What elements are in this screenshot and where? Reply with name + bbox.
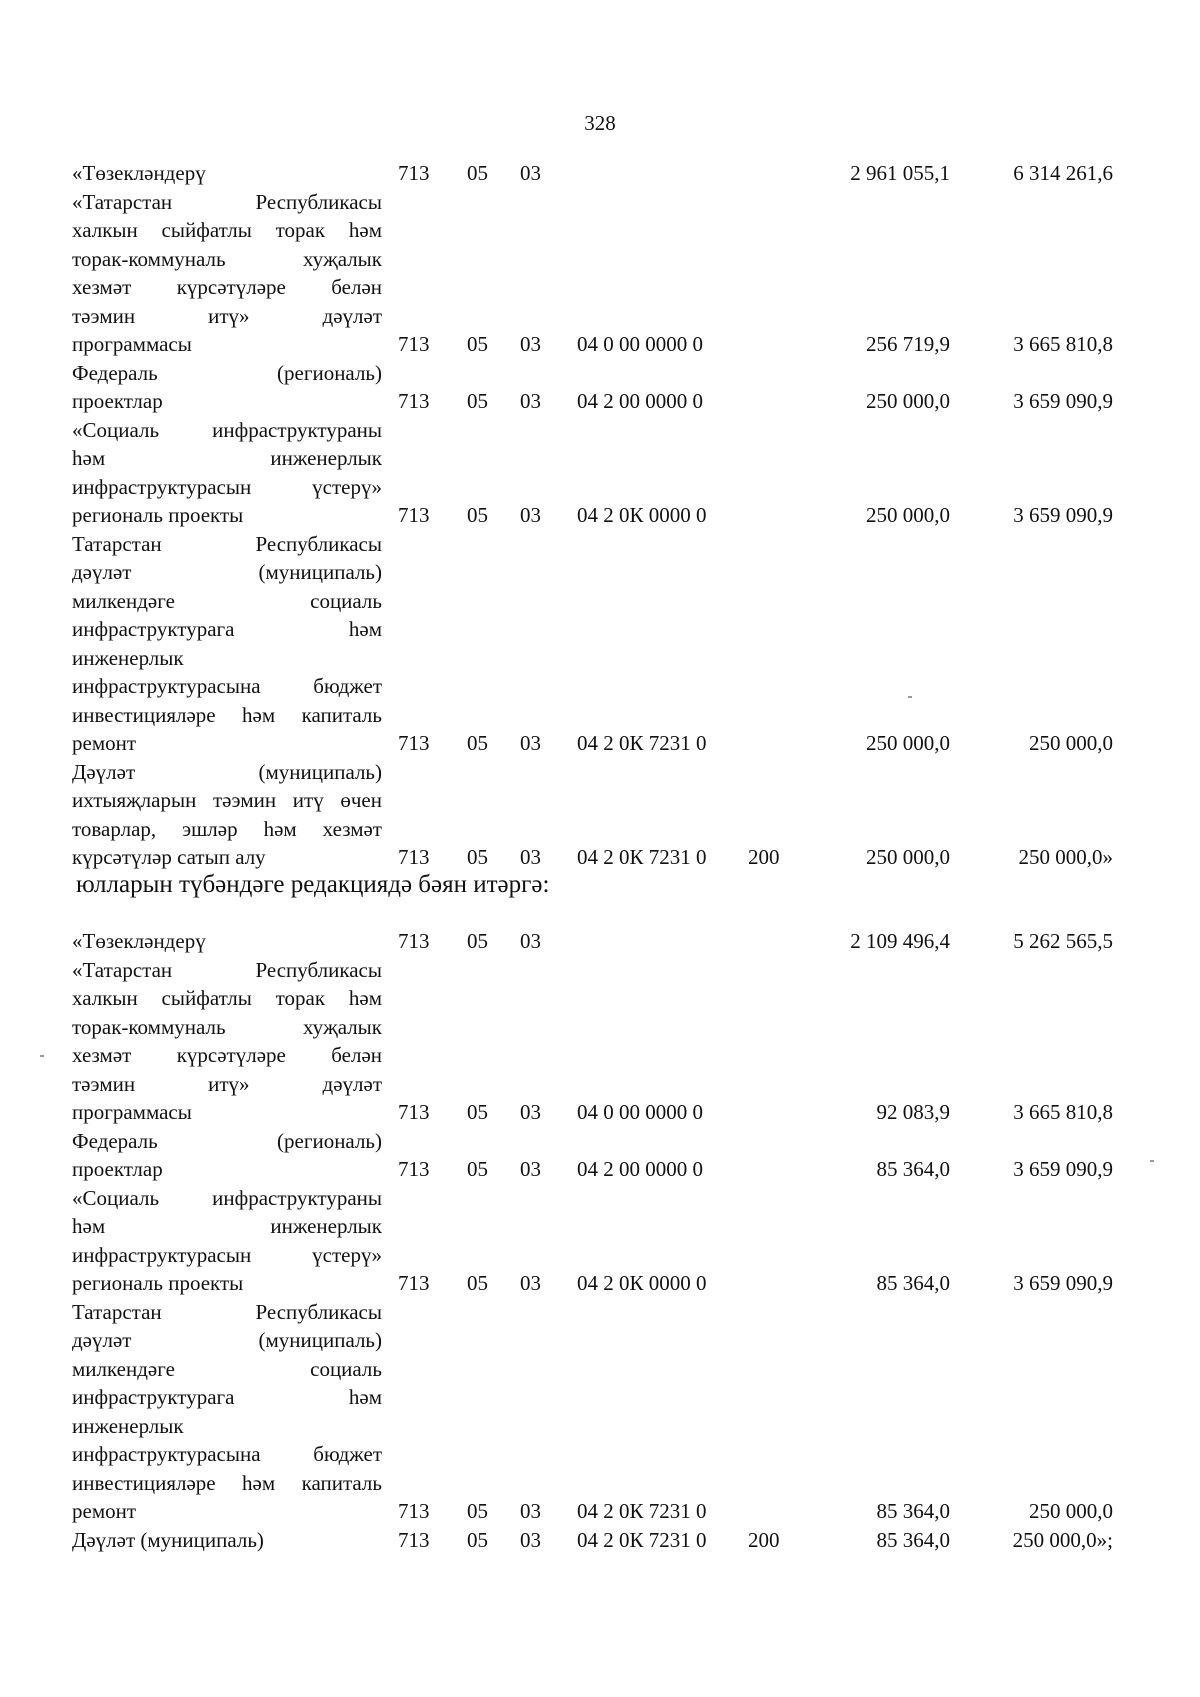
budget-item-name-line: инфраструктурасына бюджет xyxy=(72,1442,382,1466)
amount-second-year: 3 665 810,8 xyxy=(1013,332,1113,356)
table-row xyxy=(0,1526,1200,1555)
budget-item-name xyxy=(72,758,382,872)
amount-first-year: 250 000,0 xyxy=(866,731,950,755)
budget-item-name-line: күрсәтүләр сатып алу xyxy=(72,845,266,869)
section-code: 05 xyxy=(467,1100,488,1124)
table-row xyxy=(0,956,1200,1127)
amount-first-year: 250 000,0 xyxy=(866,389,950,413)
table-row xyxy=(0,1298,1200,1526)
budget-item-name-line: программасы xyxy=(72,1100,192,1124)
target-article-code: 04 2 0К 0000 0 xyxy=(577,1271,707,1295)
budget-item-name-line: халкын сыйфатлы торак һәм xyxy=(72,986,382,1010)
table-row xyxy=(0,927,1200,956)
budget-item-name xyxy=(72,159,382,188)
section-code: 05 xyxy=(467,1271,488,1295)
budget-item-name-line: тәэмин итү» дәүләт xyxy=(72,303,382,328)
target-article-code: 04 2 0К 7231 0 xyxy=(577,1499,707,1523)
budget-item-name-line: «Төзекләндерү xyxy=(72,161,206,185)
budget-item-name-line: дәүләт (муниципаль) xyxy=(72,1328,382,1352)
expense-type-code: 200 xyxy=(748,845,780,869)
subsection-code: 03 xyxy=(520,503,541,527)
ministry-code: 713 xyxy=(398,389,430,413)
budget-item-name-line: «Татарстан Республикасы xyxy=(72,189,382,214)
table-row xyxy=(0,530,1200,758)
budget-item-name-line: «Социаль инфраструктураны xyxy=(72,1185,382,1210)
budget-item-name xyxy=(72,1298,382,1526)
table-row xyxy=(0,1127,1200,1184)
budget-item-name-line: инженерлык xyxy=(72,645,184,670)
ministry-code: 713 xyxy=(398,1271,430,1295)
budget-item-name xyxy=(72,1127,382,1184)
budget-item-name-line: Татарстан Республикасы xyxy=(72,531,382,556)
target-article-code: 04 0 00 0000 0 xyxy=(577,332,703,356)
budget-item-name-line: товарлар, эшләр һәм хезмәт xyxy=(72,816,382,841)
amount-second-year: 3 659 090,9 xyxy=(1013,389,1113,413)
ministry-code: 713 xyxy=(398,161,430,185)
target-article-code: 04 2 0К 7231 0 xyxy=(577,731,707,755)
budget-item-name-line: «Социаль инфраструктураны xyxy=(72,417,382,442)
subsection-code: 03 xyxy=(520,389,541,413)
page-number: 328 xyxy=(584,111,616,135)
section-code: 05 xyxy=(467,1527,488,1552)
amount-second-year: 3 665 810,8 xyxy=(1013,1100,1113,1124)
budget-item-name-line: хезмәт күрсәтүләре белән xyxy=(72,275,382,299)
budget-item-name xyxy=(72,956,382,1127)
amount-first-year: 85 364,0 xyxy=(876,1271,950,1295)
amount-second-year: 5 262 565,5 xyxy=(1013,929,1113,953)
ministry-code: 713 xyxy=(398,1157,430,1181)
budget-item-name-line: региональ проекты xyxy=(72,1271,244,1295)
target-article-code: 04 2 00 0000 0 xyxy=(577,389,703,413)
amount-first-year: 2 961 055,1 xyxy=(850,161,950,185)
budget-item-name-line: торак-коммуналь хуҗалык xyxy=(72,246,382,271)
budget-item-name xyxy=(72,927,382,956)
ministry-code: 713 xyxy=(398,1100,430,1124)
subsection-code: 03 xyxy=(520,1157,541,1181)
table-row xyxy=(0,359,1200,416)
budget-item-name-line: инвестицияләре һәм капиталь xyxy=(72,1470,382,1495)
budget-item-name-line: инвестицияләре һәм капиталь xyxy=(72,702,382,727)
budget-item-name-line: дәүләт (муниципаль) xyxy=(72,560,382,584)
budget-item-name-line: милкендәге социаль xyxy=(72,1356,382,1381)
amount-first-year: 2 109 496,4 xyxy=(850,929,950,953)
budget-item-name-line: ремонт xyxy=(72,731,137,755)
budget-item-name-line: инженерлык xyxy=(72,1413,184,1438)
budget-item-name xyxy=(72,1184,382,1298)
table-row xyxy=(0,416,1200,530)
section-code: 05 xyxy=(467,1157,488,1181)
table-row xyxy=(0,758,1200,872)
amount-first-year: 250 000,0 xyxy=(866,845,950,869)
section-code: 05 xyxy=(467,929,488,953)
section-code: 05 xyxy=(467,731,488,755)
table-row xyxy=(0,159,1200,188)
budget-item-name-line: торак-коммуналь хуҗалык xyxy=(72,1014,382,1039)
scan-speck xyxy=(1150,1160,1154,1162)
new-budget-table xyxy=(0,927,1200,1554)
budget-item-name-line: инфраструктурага һәм xyxy=(72,617,382,641)
section-code: 05 xyxy=(467,389,488,413)
subsection-code: 03 xyxy=(520,161,541,185)
target-article-code: 04 0 00 0000 0 xyxy=(577,1100,703,1124)
budget-item-name-line: тәэмин итү» дәүләт xyxy=(72,1071,382,1096)
original-budget-table xyxy=(0,159,1200,872)
section-code: 05 xyxy=(467,161,488,185)
amount-first-year: 85 364,0 xyxy=(876,1499,950,1523)
subsection-code: 03 xyxy=(520,1100,541,1124)
expense-type-code: 200 xyxy=(748,1527,780,1552)
amount-second-year: 3 659 090,9 xyxy=(1013,503,1113,527)
ministry-code: 713 xyxy=(398,929,430,953)
budget-item-name-line: «Төзекләндерү xyxy=(72,929,206,953)
scan-speck xyxy=(908,696,912,698)
budget-item-name-line: Федераль (региональ) xyxy=(72,360,382,385)
budget-item-name-line: ремонт xyxy=(72,1499,137,1523)
budget-item-name-line: региональ проекты xyxy=(72,503,244,527)
section-code: 05 xyxy=(467,845,488,869)
ministry-code: 713 xyxy=(398,731,430,755)
budget-item-name xyxy=(72,530,382,758)
budget-item-name-line: һәм инженерлык xyxy=(72,1214,382,1238)
ministry-code: 713 xyxy=(398,1499,430,1523)
subsection-code: 03 xyxy=(520,845,541,869)
target-article-code: 04 2 0К 0000 0 xyxy=(577,503,707,527)
amount-first-year: 250 000,0 xyxy=(866,503,950,527)
table-row xyxy=(0,188,1200,359)
budget-item-name-line: Дәүләт (муниципаль) xyxy=(72,1527,264,1552)
ministry-code: 713 xyxy=(398,845,430,869)
subsection-code: 03 xyxy=(520,1527,541,1552)
target-article-code: 04 2 0К 7231 0 xyxy=(577,1527,707,1552)
budget-item-name xyxy=(72,416,382,530)
budget-item-name-line: программасы xyxy=(72,332,192,356)
budget-item-name-line: инфраструктурасын үстерү» xyxy=(72,1242,382,1267)
budget-item-name-line: инфраструктурага һәм xyxy=(72,1385,382,1409)
section-code: 05 xyxy=(467,503,488,527)
budget-item-name-line: халкын сыйфатлы торак һәм xyxy=(72,218,382,242)
amount-second-year: 3 659 090,9 xyxy=(1013,1157,1113,1181)
table-row xyxy=(0,1184,1200,1298)
amount-second-year: 250 000,0»; xyxy=(1012,1527,1113,1552)
budget-item-name-line: инфраструктурасына бюджет xyxy=(72,674,382,698)
amount-second-year: 3 659 090,9 xyxy=(1013,1271,1113,1295)
subsection-code: 03 xyxy=(520,332,541,356)
budget-item-name-line: Федераль (региональ) xyxy=(72,1128,382,1153)
amount-first-year: 256 719,9 xyxy=(866,332,950,356)
budget-item-name-line: инфраструктурасын үстерү» xyxy=(72,474,382,499)
target-article-code: 04 2 00 0000 0 xyxy=(577,1157,703,1181)
subsection-code: 03 xyxy=(520,929,541,953)
section-code: 05 xyxy=(467,332,488,356)
budget-item-name xyxy=(72,1526,382,1555)
ministry-code: 713 xyxy=(398,1527,430,1552)
budget-item-name-line: ихтыяҗларын тәэмин итү өчен xyxy=(72,788,382,812)
target-article-code: 04 2 0К 7231 0 xyxy=(577,845,707,869)
amount-second-year: 250 000,0 xyxy=(1029,731,1113,755)
budget-item-name-line: милкендәге социаль xyxy=(72,588,382,613)
amount-first-year: 85 364,0 xyxy=(876,1157,950,1181)
budget-item-name-line: «Татарстан Республикасы xyxy=(72,957,382,982)
amount-first-year: 92 083,9 xyxy=(876,1100,950,1124)
budget-item-name xyxy=(72,188,382,359)
ministry-code: 713 xyxy=(398,503,430,527)
budget-item-name-line: проектлар xyxy=(72,389,163,413)
budget-item-name-line: Татарстан Республикасы xyxy=(72,1299,382,1324)
budget-item-name-line: Дәүләт (муниципаль) xyxy=(72,759,382,784)
budget-item-name-line: һәм инженерлык xyxy=(72,446,382,470)
budget-item-name xyxy=(72,359,382,416)
ministry-code: 713 xyxy=(398,332,430,356)
amount-second-year: 6 314 261,6 xyxy=(1013,161,1113,185)
section-code: 05 xyxy=(467,1499,488,1523)
scan-speck xyxy=(40,1055,44,1057)
amendment-instruction: юлларын түбәндәге редакциядә бәян итәргә: xyxy=(76,871,550,898)
amount-first-year: 85 364,0 xyxy=(876,1527,950,1552)
amount-second-year: 250 000,0 xyxy=(1029,1499,1113,1523)
amount-second-year: 250 000,0» xyxy=(1018,845,1113,869)
budget-item-name-line: хезмәт күрсәтүләре белән xyxy=(72,1043,382,1067)
subsection-code: 03 xyxy=(520,1499,541,1523)
subsection-code: 03 xyxy=(520,1271,541,1295)
budget-item-name-line: проектлар xyxy=(72,1157,163,1181)
subsection-code: 03 xyxy=(520,731,541,755)
